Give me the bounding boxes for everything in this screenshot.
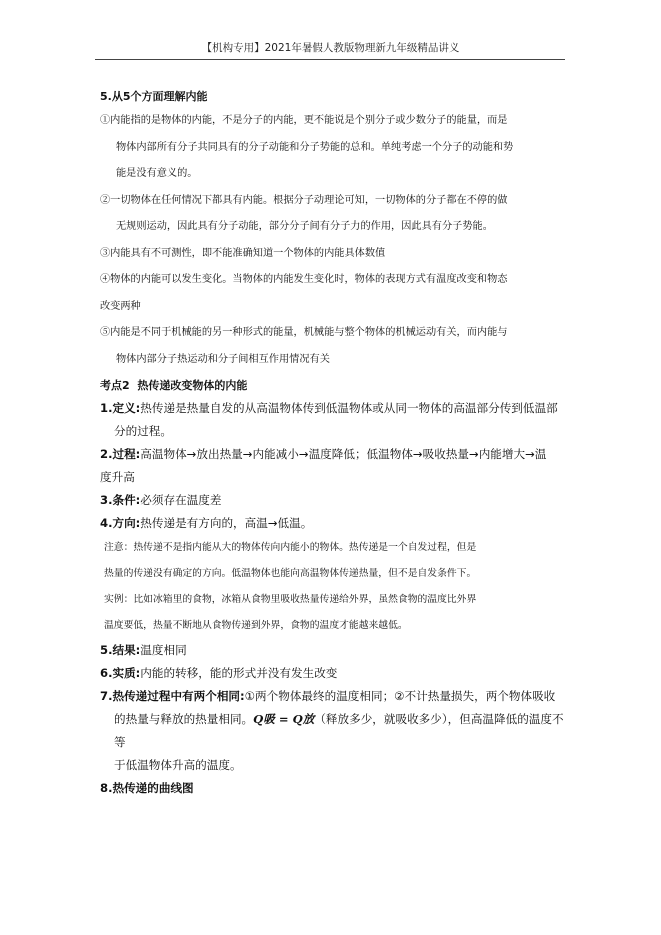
- note-line: 温度要低，热量不断地从食物传递到外界，食物的温度才能越来越低。: [104, 620, 408, 631]
- def-text: 的热量与释放的热量相同。: [114, 712, 254, 726]
- def-4: [100, 512, 564, 535]
- def-label: 8.热传递的曲线图: [100, 781, 194, 795]
- kaodian-title: 热传递改变物体的内能: [137, 379, 248, 392]
- section-heading: 5.从5个方面理解内能: [100, 90, 208, 103]
- item-line: 无规则运动，因此具有分子动能，部分分子间有分子力的作用，因此具有分子势能。: [116, 221, 493, 232]
- def-text: 内能的转移，能的形式并没有发生改变: [140, 666, 338, 680]
- def-text: 度升高: [100, 470, 135, 484]
- page-header: 【机构专用】2021年暑假人教版物理新九年级精品讲义: [201, 42, 460, 54]
- def-2: [100, 443, 564, 466]
- def-8: [100, 777, 564, 800]
- item-line: 能是没有意义的。: [116, 168, 198, 179]
- def-label: 2.过程:: [100, 447, 141, 461]
- def-text: ①两个物体最终的温度相同；②不计热量损失，两个物体吸收: [244, 689, 556, 703]
- kaodian-number: 2: [122, 379, 130, 392]
- item-line: ②一切物体在任何情况下都具有内能。根据分子动理论可知，一切物体的分子都在不停的做: [100, 194, 508, 206]
- item-line: 改变两种: [100, 300, 141, 312]
- note-block: [100, 535, 564, 639]
- definitions: [100, 397, 564, 800]
- def-text: 热传递是有方向的，高温→低温。: [140, 516, 313, 530]
- list-item: [100, 320, 564, 373]
- def-text: 高温物体→放出热量→内能减小→温度降低；低温物体→吸收热量→内能增大→温: [140, 447, 547, 461]
- def-5: [100, 639, 564, 662]
- def-6: [100, 662, 564, 685]
- item-line: 物体内部所有分子共同具有的分子动能和分子势能的总和。单纯考虑一个分子的动能和势: [116, 141, 514, 153]
- heat-formula: Q吸 = Q放: [253, 712, 315, 726]
- item-line: ④物体的内能可以发生变化。当物体的内能发生变化时，物体的表现方式有温度改变和物态: [100, 274, 508, 285]
- note-line: 实例：比如冰箱里的食物，冰箱从食物里吸收热量传递给外界，虽然食物的温度比外界: [104, 594, 477, 605]
- list-item: [100, 188, 564, 241]
- def-7-line-2: [100, 708, 564, 754]
- def-label: 5.结果:: [100, 643, 141, 657]
- def-label: 7.热传递过程中有两个相同:: [100, 689, 245, 703]
- def-text: （释放多少，就吸收多少），但高温降低的温度不等: [114, 712, 564, 749]
- kaodian-prefix: 考点: [100, 379, 122, 392]
- list-item: [100, 267, 564, 320]
- def-label: 3.条件:: [100, 493, 141, 507]
- def-text: 于低温物体升高的温度。: [114, 758, 242, 772]
- def-text: 必须存在温度差: [140, 493, 222, 507]
- item-line: ③内能具有不可测性，即不能准确知道一个物体的内能具体数值: [100, 247, 386, 259]
- def-label: 1.定义:: [100, 401, 141, 415]
- list-item: [100, 241, 564, 268]
- note-line: 热量的传递没有确定的方向。低温物体也能向高温物体传递热量，但不是自发条件下。: [104, 568, 477, 579]
- def-label: 6.实质:: [100, 666, 141, 680]
- item-line: 物体内部分子热运动和分子间相互作用情况有关: [116, 353, 330, 365]
- def-1: [100, 397, 564, 420]
- document-body: [100, 86, 564, 800]
- def-text: 温度相同: [140, 643, 187, 657]
- def-text: 分的过程。: [114, 424, 172, 438]
- def-label: 4.方向:: [100, 516, 141, 530]
- note-line: 注意：热传递不是指内能从大的物体传向内能小的物体。热传递是一个自发过程，但是: [104, 542, 477, 553]
- def-text: 热传递是热量自发的从高温物体传到低温物体或从同一物体的高温部分传到低温部: [140, 401, 558, 415]
- list-item: [100, 108, 564, 188]
- item-line: ①内能指的是物体的内能，不是分子的内能，更不能说是个别分子或少数分子的能量，而是: [100, 115, 508, 126]
- item-line: ⑤内能是不同于机械能的另一种形式的能量，机械能与整个物体的机械运动有关，而内能与: [100, 327, 508, 338]
- def-7: [100, 685, 564, 708]
- header-divider: [95, 59, 565, 60]
- def-3: [100, 489, 564, 512]
- section-items: [100, 108, 564, 373]
- kaodian-heading: [100, 375, 564, 397]
